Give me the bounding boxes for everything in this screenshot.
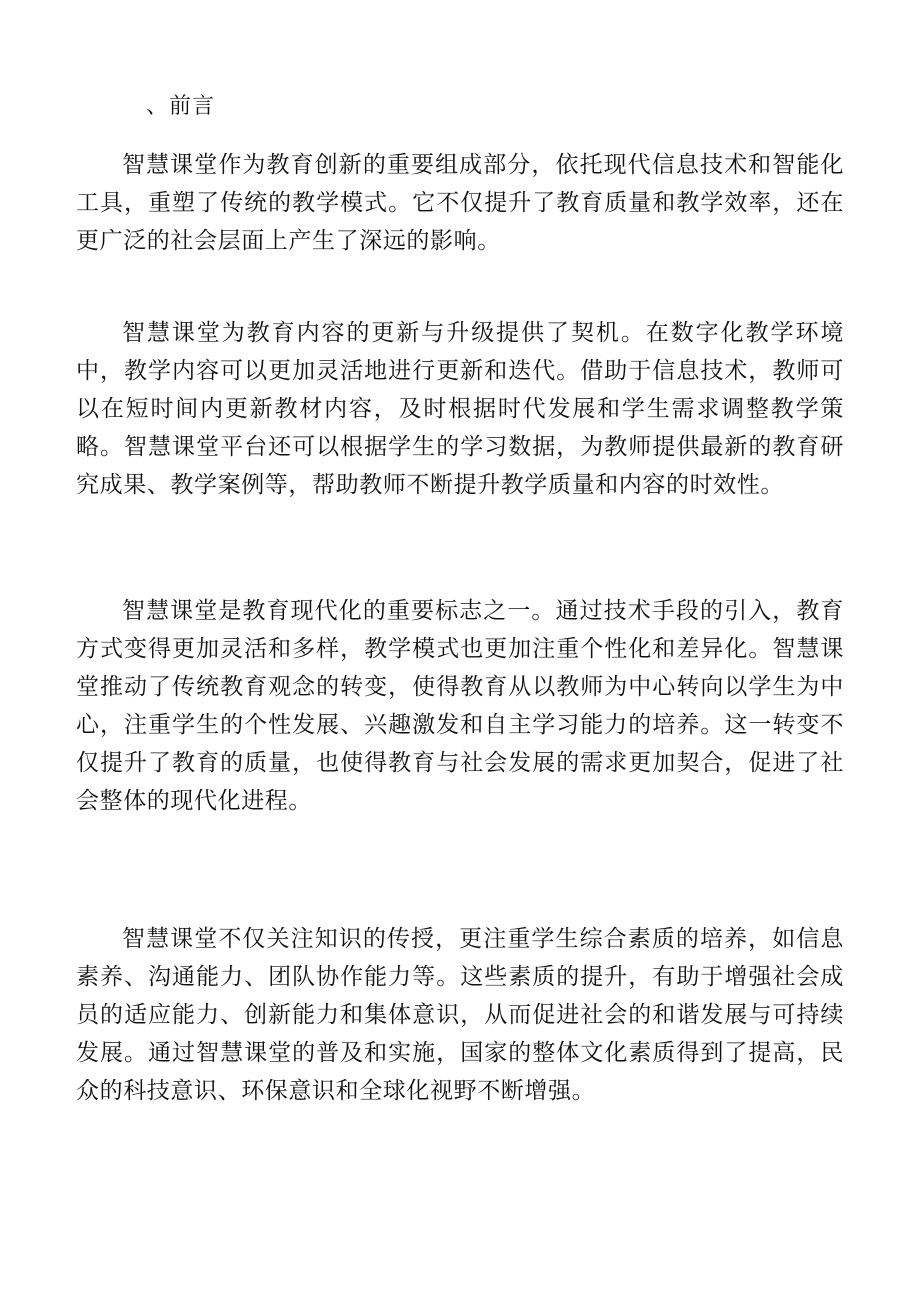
paragraph-intro: 智慧课堂作为教育创新的重要组成部分，依托现代信息技术和智能化工具，重塑了传统的教学模式。它不仅提升了教育质量和教学效率，还在更广泛的社会层面上产生了深远的影响。 — [76, 152, 844, 254]
paragraph-quality-cultivation: 智慧课堂不仅关注知识的传授，更注重学生综合素质的培养，如信息素养、沟通能力、团队协作能力等。这些素质的提升，有助于增强社会成员的适应能力、创新能力和集体意识，从而促进社会的和谐发展与可持续发展。通过智慧课堂的普及和实施，国家的整体文化素质得到了提高，民众的科技意识、环保意识和全球化视野不断增强。 — [76, 926, 844, 1104]
section-heading: 、前言 — [146, 94, 216, 119]
paragraph-content-update: 智慧课堂为教育内容的更新与升级提供了契机。在数字化教学环境中，教学内容可以更加灵活地进行更新和迭代。借助于信息技术，教师可以在短时间内更新教材内容，及时根据时代发展和学生需求调整教学策略。智慧课堂平台还可以根据学生的学习数据，为教师提供最新的教育研究成果、教学案例等，帮助教师不断提升教学质量和内容的时效性。 — [76, 320, 844, 498]
paragraph-modernization: 智慧课堂是教育现代化的重要标志之一。通过技术手段的引入，教育方式变得更加灵活和多样，教学模式也更加注重个性化和差异化。智慧课堂推动了传统教育观念的转变，使得教育从以教师为中心转向以学生为中心，注重学生的个性发展、兴趣激发和自主学习能力的培养。这一转变不仅提升了教育的质量，也使得教育与社会发展的需求更加契合，促进了社会整体的现代化进程。 — [76, 598, 844, 814]
